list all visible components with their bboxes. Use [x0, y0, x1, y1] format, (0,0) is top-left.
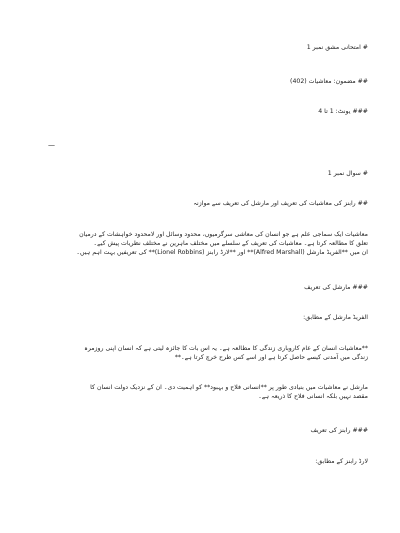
question-title: # سوال نمبر 1 — [327, 170, 368, 177]
subject-line: ## مضمون: معاشیات (402) — [290, 78, 368, 85]
paragraph-line: تعلق کا مطالعہ کرتا ہے۔ معاشیات کی تعریف کے سلسلے میں مختلف ماہرین نے مختلف نظریات پیش کیے۔ — [93, 240, 368, 247]
units-line: ### یونٹ: 1 تا 4 — [318, 108, 368, 115]
marshall-explanation — [32, 383, 368, 401]
paragraph-line: **معاشیات انسان کے عام کاروباری زندگی کا مطالعہ ہے۔ یہ اس بات کا جائزہ لیتی ہے کہ انسان اپنی روزمرہ — [84, 345, 368, 352]
document-title: # امتحانی مشق نمبر 1 — [306, 44, 368, 51]
paragraph-line: ان میں **الفریڈ مارشل (Alfred Marshall)** اور **لارڈ رابنز (Lionel Robbins)** کی تعریفیں بہت اہم ہیں۔ — [76, 249, 368, 256]
marshall-heading: ### مارشل کی تعریف — [304, 284, 368, 291]
robbins-according: لارڈ رابنز کے مطابق: — [315, 458, 368, 465]
question-heading: ## رابنز کی معاشیات کی تعریف اور مارشل کی تعریف سے موازنہ — [193, 200, 368, 207]
robbins-heading: ### رابنز کی تعریف — [310, 427, 368, 434]
horizontal-rule: — — [48, 141, 55, 149]
intro-paragraph — [32, 230, 368, 257]
paragraph-line: مقصد نہیں بلکہ انسانی فلاح کا ذریعہ ہے۔ — [258, 393, 368, 400]
marshall-according: الفریڈ مارشل کے مطابق: — [303, 314, 368, 321]
paragraph-line: معاشیات ایک سماجی علم ہے جو انسان کی معاشی سرگرمیوں، محدود وسائل اور لامحدود خواہشات کے درمیان — [79, 231, 368, 238]
paragraph-line: مارشل نے معاشیات میں بنیادی طور پر **انسانی فلاح و بہبود** کو اہمیت دی۔ ان کے نزدیک دولت انسان کا — [90, 384, 368, 391]
paragraph-line: زندگی میں آمدنی کیسے حاصل کرتا ہے اور اسے کس طرح خرچ کرتا ہے۔** — [174, 354, 368, 361]
marshall-quote — [32, 344, 368, 362]
